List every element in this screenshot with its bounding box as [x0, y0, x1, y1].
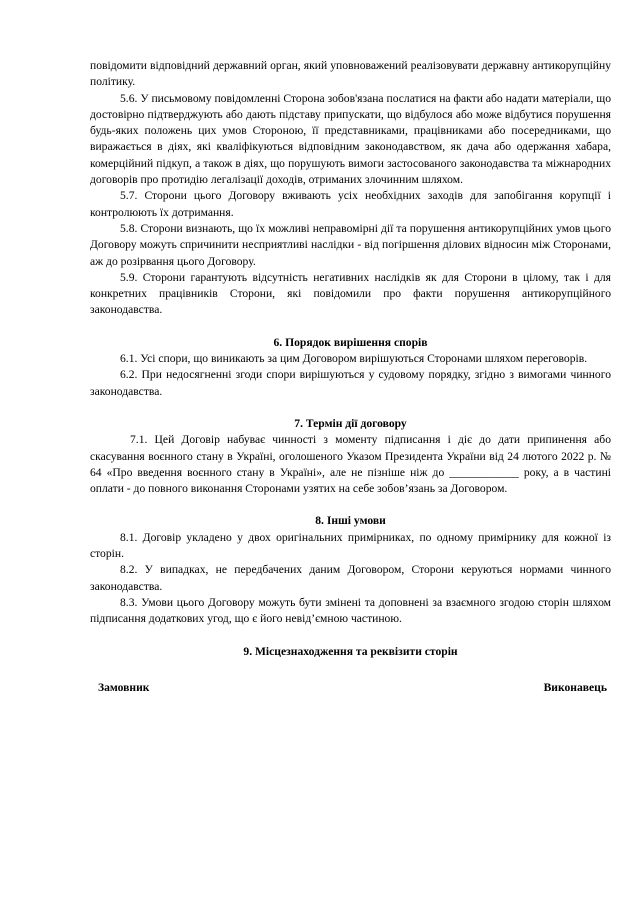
clause-7-1: 7.1. Цей Договір набуває чинності з моменту підписання і діє до дати припинення або скасування воєнного стану в Україні, оголошеного Указом Президента України від 24 лютого 2022 р. № 64 «Про введення воєнного стану в Україні», але не пізніше ніж до ____________ року, а в частині оплати - до повного виконання Сторонами узятих на себе зобов’язань за Договором. [90, 433, 611, 496]
clause-5-9: 5.9. Сторони гарантують відсутність негативних наслідків як для Сторони в цілому, так і для конкретних працівників Сторони, які повідомили про факти порушення антикорупційного законодавства. [90, 270, 611, 317]
clause-8-1: 8.1. Договір укладено у двох оригінальних примірниках, по одному примірнику для кожної із сторін. [90, 530, 611, 561]
customer-label: Замовник [98, 680, 150, 694]
clause-5-8: 5.8. Сторони визнають, що їх можливі неправомірні дії та порушення антикорупційних умов цього Договору можуть спричинити несприятливі наслідки - від погіршення ділових відносин між Сторонами, аж до розірвання цього Договору. [90, 221, 611, 268]
contractor-label: Виконавець [543, 680, 607, 694]
clause-6-1: 6.1. Усі спори, що виникають за цим Договором вирішуються Сторонами шляхом переговорів. [120, 352, 588, 366]
clause-6-2: 6.2. При недосягненні згоди спори вирішуються у судовому порядку, згідно з вимогами чинного законодавства. [90, 368, 611, 398]
clause-8-3: 8.3. Умови цього Договору можуть бути змінені та доповнені за взаємного згодою сторін шляхом підписання додаткових угод, що є його невід’ємною частиною. [90, 595, 611, 626]
clause-5-6: 5.6. У письмовому повідомленні Сторона зобов'язана послатися на факти або надати матеріали, що достовірно підтверджують або дають підставу припускати, що відбулося або може відбутися порушення будь-яких положень цих умов Стороною, її представниками, працівниками або посередниками, що виражається в діях, які кваліфікуються відповідним законодавством, як дача або одержання хабара, комерційний підкуп, а також в діях, що порушують вимоги застосованого законодавства та міжнародних договорів про протидію легалізації доходів, отриманих злочинним шляхом. [90, 91, 611, 187]
contract-page [90, 58, 611, 696]
section-8-title: 8. Інші умови [315, 514, 386, 528]
section-6-title: 6. Порядок вирішення спорів [273, 335, 428, 349]
clause-8-2: 8.2. У випадках, не передбачених даним Договором, Сторони керуються нормами чинного законодавства. [90, 563, 611, 593]
clause-5-5-continuation: повідомити відповідний державний орган, який уповноважений реалізовувати державну антикорупційну політику. [90, 59, 611, 89]
section-7-title: 7. Термін дії договору [294, 416, 407, 430]
parties-row [90, 680, 611, 696]
section-9-title: 9. Місцезнаходження та реквізити сторін [243, 644, 458, 658]
clause-5-7: 5.7. Сторони цього Договору вживають усіх необхідних заходів для запобігання корупції і контролюють їх дотримання. [90, 189, 611, 219]
